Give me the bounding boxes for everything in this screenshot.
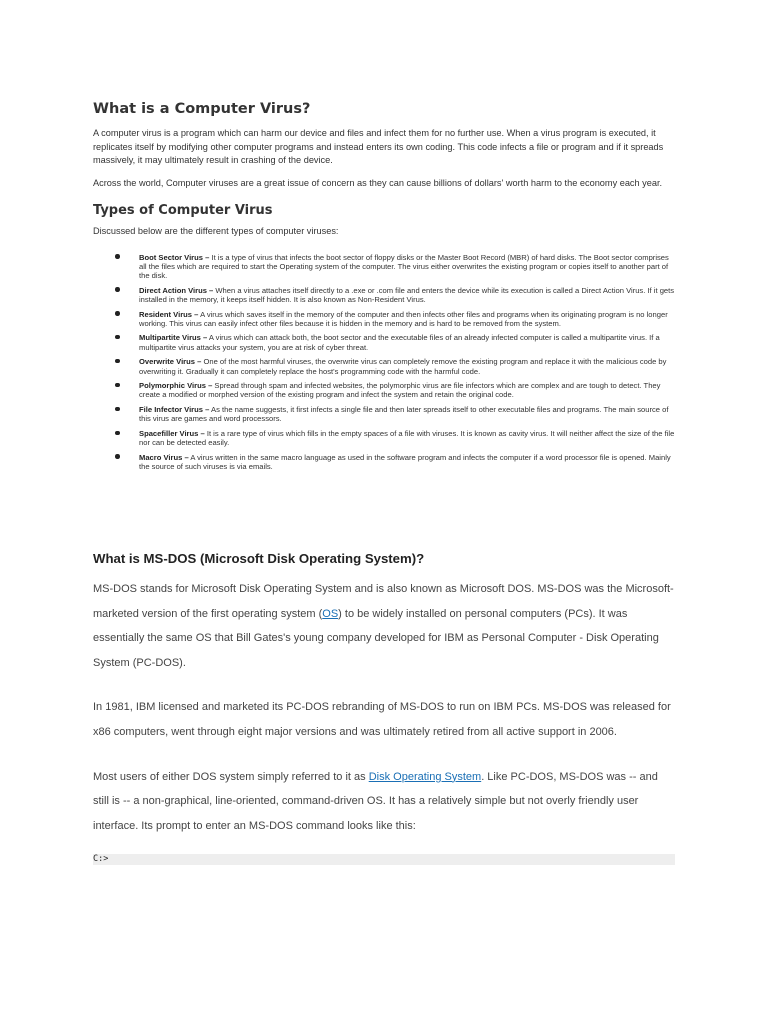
text-span: ) to be widely installed on personal computers (PCs). It was essentially the same OS that Bill Gates's young company developed for IBM as Personal Computer - Disk Operating System (PC-DOS). (93, 607, 659, 669)
item-desc: A virus which can attack both, the boot sector and the executable files of an already infected computer is called a multipartite virus. If a multipartite virus attacks your system, you are at risk of cyber threat. (139, 333, 660, 352)
item-name: Spacefiller Virus – (139, 429, 205, 439)
msdos-section (93, 577, 675, 858)
virus-heading: What is a Computer Virus? (93, 101, 311, 117)
list-item (139, 405, 675, 423)
text-span: Most users of either DOS system simply referred to it as (93, 770, 369, 783)
types-heading: Types of Computer Virus (93, 203, 273, 218)
item-name: Resident Virus – (139, 309, 199, 319)
item-desc: Spread through spam and infected websites, the polymorphic virus are file infectors which are complex and are tough to detect. They create a modified or morphed version of the existing program and infect the system and retain the original code. (139, 381, 661, 400)
msdos-heading: What is MS-DOS (Microsoft Disk Operating System)? (93, 551, 425, 566)
item-name: Overwrite Virus – (139, 357, 202, 367)
item-name: Multipartite Virus – (139, 333, 208, 343)
item-desc: It is a type of virus that infects the boot sector of floppy disks or the Master Boot Record (MBR) of hard disks. The Boot sector comprises all the files which are required to start the Operating system of the computer. The virus either overwrites the existing program or copies itself to another part of the disk. (139, 252, 669, 280)
list-item (139, 453, 675, 471)
msdos-paragraph-2: In 1981, IBM licensed and marketed its PC-DOS rebranding of MS-DOS to run on IBM PCs. MS-DOS was released for x86 computers, went through eight major versions and was ultimately retired from all active support in 2006. (93, 701, 671, 738)
os-link[interactable]: OS (322, 607, 339, 620)
item-desc: A virus which saves itself in the memory of the computer and then infects other files and programs when its originating program is no longer working. This virus can easily infect other files because it is hidden in the memory and is hard to be removed from the system. (139, 309, 668, 328)
msdos-paragraph-3 (93, 765, 675, 839)
item-desc: A virus written in the same macro language as used in the software program and infects the computer if a word processor file is opened. Mainly the source of such viruses is via emails. (139, 452, 671, 472)
list-item (139, 333, 675, 351)
item-name: File Infector Virus – (139, 405, 210, 415)
list-item (139, 253, 675, 281)
types-intro: Discussed below are the different types of computer viruses: (93, 226, 339, 236)
list-item (139, 357, 675, 375)
list-item (139, 381, 675, 399)
virus-section (93, 100, 675, 477)
item-desc: As the name suggests, it first infects a single file and then later spreads itself to other executable files and programs. The main source of this virus are games and word processors. (139, 405, 669, 424)
item-desc: One of the most harmful viruses, the overwrite virus can completely remove the existing program and replace it with the malicious code by overwriting it. Gradually it can completely replace the host's programming code with the harmful code. (139, 357, 667, 376)
item-name: Direct Action Virus – (139, 285, 214, 295)
item-name: Polymorphic Virus – (139, 381, 213, 391)
item-desc: It is a rare type of virus which fills in the empty spaces of a file with viruses. It is known as cavity virus. It will neither affect the size of the file nor can be detected easily. (139, 429, 675, 448)
list-item (139, 429, 675, 447)
list-item (139, 310, 675, 328)
text-span: MS-DOS stands for Microsoft Disk Operating System and is also known as Microsoft DOS. MS-DOS was the Microsoft-marketed version of the first operating system ( (93, 583, 674, 620)
item-name: Macro Virus – (139, 452, 189, 462)
virus-paragraph-1: A computer virus is a program which can harm our device and files and infect them for no further use. When a virus program is executed, it replicates itself by modifying other computer programs and instead enters its own coding. This code infects a file or program and if it spreads massively, it may ultimately result in crashing of the device. (93, 128, 664, 165)
list-item (139, 286, 675, 304)
msdos-paragraph-1 (93, 577, 675, 675)
virus-types-list (93, 253, 675, 472)
code-block: C:> (93, 854, 675, 865)
text-span: . Like PC-DOS, MS-DOS was -- and still is -- a non-graphical, line-oriented, command-driven OS. It has a relatively simple but not overly friendly user interface. Its prompt to enter an MS-DOS command looks like this: (93, 770, 658, 832)
disk-operating-system-link[interactable]: Disk Operating System (368, 770, 482, 783)
virus-paragraph-2: Across the world, Computer viruses are a great issue of concern as they can cause billions of dollars' worth harm to the economy each year. (93, 177, 663, 188)
item-desc: When a virus attaches itself directly to a .exe or .com file and enters the device while its execution is called a Direct Action Virus. If it gets installed in the memory, it keeps itself hidden. It is also known as Non-Resident Virus. (139, 285, 675, 304)
item-name: Boot Sector Virus – (139, 252, 210, 262)
